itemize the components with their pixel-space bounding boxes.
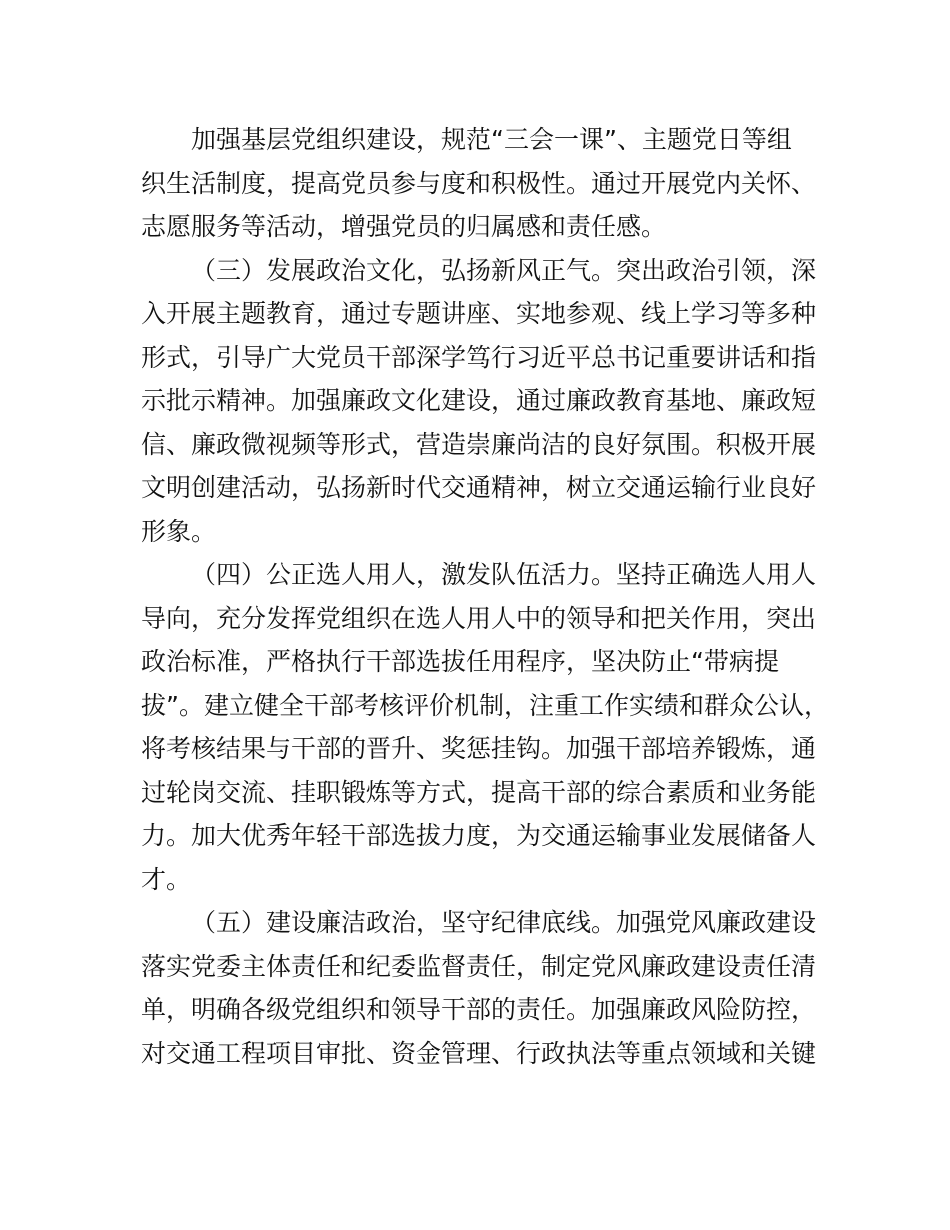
- text-line: 单，明确各级党组织和领导干部的责任。加强廉政风险防控，: [141, 995, 817, 1024]
- text-line: 过轮岗交流、挂职锻炼等方式，提高干部的综合素质和业务能: [141, 777, 817, 807]
- text-line: 信、廉政微视频等形式，营造崇廉尚洁的良好氛围。积极开展: [141, 429, 817, 459]
- text-line: 形象。: [141, 516, 217, 546]
- text-line: 落实党委主体责任和纪委监督责任，制定党风廉政建设责任清: [141, 951, 817, 981]
- text-line: （四）公正选人用人，激发队伍活力。坚持正确选人用人: [191, 560, 817, 589]
- text-line: 政治标准，严格执行干部选拔任用程序，坚决防止“带病提: [141, 647, 779, 676]
- text-line: 示批示精神。加强廉政文化建设，通过廉政教育基地、廉政短: [141, 386, 817, 415]
- document-body: [141, 118, 831, 1075]
- paragraph-political-culture: [141, 249, 831, 554]
- text-line: 文明创建活动，弘扬新时代交通精神，树立交通运输行业良好: [141, 473, 817, 502]
- text-line: 织生活制度，提高党员参与度和积极性。通过开展党内关怀、: [141, 168, 817, 198]
- text-line: （三）发展政治文化，弘扬新风正气。突出政治引领，深: [191, 255, 817, 285]
- text-line: 志愿服务等活动，增强党员的归属感和责任感。: [141, 212, 667, 241]
- text-line: 拔”。建立健全干部考核评价机制，注重工作实绩和群众公认，: [141, 690, 829, 720]
- text-line: 力。加大优秀年轻干部选拔力度，为交通运输事业发展储备人: [141, 821, 817, 850]
- text-line: 将考核结果与干部的晋升、奖惩挂钩。加强干部培养锻炼，通: [141, 734, 817, 763]
- text-line: （五）建设廉洁政治，坚守纪律底线。加强党风廉政建设: [191, 908, 817, 937]
- text-line: 对交通工程项目审批、资金管理、行政执法等重点领域和关键: [141, 1038, 817, 1068]
- text-line: 入开展主题教育，通过专题讲座、实地参观、线上学习等多种: [141, 299, 817, 328]
- text-line: 形式，引导广大党员干部深学笃行习近平总书记重要讲话和指: [141, 342, 817, 372]
- paragraph-personnel-selection: [141, 553, 831, 901]
- text-line: 导向，充分发挥党组织在选人用人中的领导和把关作用，突出: [141, 603, 817, 633]
- paragraph-party-organization: [141, 118, 831, 249]
- text-line: 加强基层党组织建设，规范“三会一课”、主题党日等组: [191, 125, 792, 154]
- text-line: 才。: [141, 864, 192, 894]
- paragraph-clean-politics: [141, 901, 831, 1075]
